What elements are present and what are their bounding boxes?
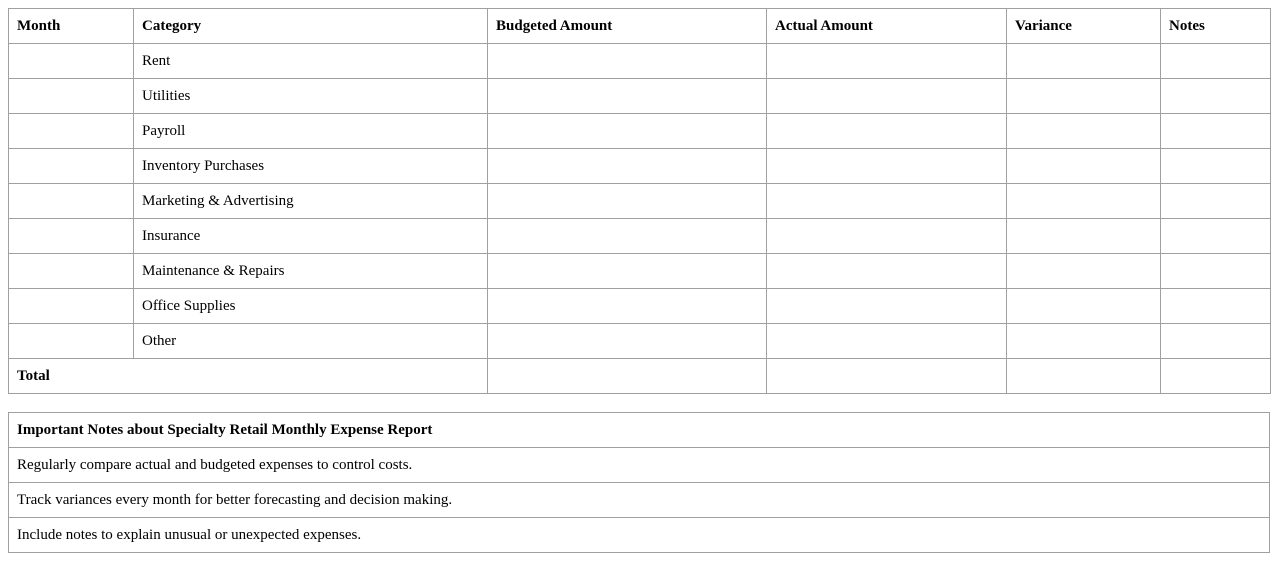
notes-cell xyxy=(1161,254,1271,289)
category-cell: Payroll xyxy=(134,114,488,149)
variance-cell xyxy=(1007,114,1161,149)
month-cell xyxy=(9,79,134,114)
category-cell: Insurance xyxy=(134,219,488,254)
notes-title: Important Notes about Specialty Retail Monthly Expense Report xyxy=(9,413,1270,448)
actual-cell xyxy=(767,254,1007,289)
table-row xyxy=(9,44,1271,79)
budgeted-cell xyxy=(488,114,767,149)
budgeted-cell xyxy=(488,44,767,79)
notes-cell xyxy=(1161,149,1271,184)
actual-cell xyxy=(767,219,1007,254)
table-row xyxy=(9,79,1271,114)
expense-table xyxy=(8,8,1271,394)
actual-cell xyxy=(767,114,1007,149)
variance-cell xyxy=(1007,219,1161,254)
notes-table xyxy=(8,412,1270,553)
actual-cell xyxy=(767,184,1007,219)
header-actual: Actual Amount xyxy=(767,9,1007,44)
notes-cell xyxy=(1161,184,1271,219)
variance-cell xyxy=(1007,289,1161,324)
notes-cell xyxy=(1161,114,1271,149)
budgeted-cell xyxy=(488,79,767,114)
total-actual xyxy=(767,359,1007,394)
actual-cell xyxy=(767,324,1007,359)
table-row xyxy=(9,184,1271,219)
month-cell xyxy=(9,114,134,149)
variance-cell xyxy=(1007,324,1161,359)
category-cell: Office Supplies xyxy=(134,289,488,324)
header-notes: Notes xyxy=(1161,9,1271,44)
month-cell xyxy=(9,149,134,184)
header-variance: Variance xyxy=(1007,9,1161,44)
month-cell xyxy=(9,289,134,324)
variance-cell xyxy=(1007,149,1161,184)
month-cell xyxy=(9,44,134,79)
notes-cell xyxy=(1161,219,1271,254)
table-row xyxy=(9,149,1271,184)
category-cell: Utilities xyxy=(134,79,488,114)
variance-cell xyxy=(1007,79,1161,114)
total-row xyxy=(9,359,1271,394)
category-cell: Rent xyxy=(134,44,488,79)
budgeted-cell xyxy=(488,219,767,254)
note-item: Include notes to explain unusual or unexpected expenses. xyxy=(9,518,1270,553)
note-item: Track variances every month for better forecasting and decision making. xyxy=(9,483,1270,518)
category-cell: Other xyxy=(134,324,488,359)
variance-cell xyxy=(1007,184,1161,219)
actual-cell xyxy=(767,79,1007,114)
header-row xyxy=(9,9,1271,44)
header-month: Month xyxy=(9,9,134,44)
table-row xyxy=(9,254,1271,289)
month-cell xyxy=(9,219,134,254)
header-budgeted: Budgeted Amount xyxy=(488,9,767,44)
notes-cell xyxy=(1161,324,1271,359)
budgeted-cell xyxy=(488,254,767,289)
budgeted-cell xyxy=(488,289,767,324)
notes-cell xyxy=(1161,79,1271,114)
table-row xyxy=(9,289,1271,324)
table-row xyxy=(9,114,1271,149)
month-cell xyxy=(9,254,134,289)
header-category: Category xyxy=(134,9,488,44)
note-item: Regularly compare actual and budgeted expenses to control costs. xyxy=(9,448,1270,483)
notes-cell xyxy=(1161,289,1271,324)
total-variance xyxy=(1007,359,1161,394)
actual-cell xyxy=(767,44,1007,79)
category-cell: Maintenance & Repairs xyxy=(134,254,488,289)
budgeted-cell xyxy=(488,184,767,219)
total-label: Total xyxy=(9,359,488,394)
table-row xyxy=(9,219,1271,254)
variance-cell xyxy=(1007,44,1161,79)
category-cell: Marketing & Advertising xyxy=(134,184,488,219)
month-cell xyxy=(9,324,134,359)
total-notes xyxy=(1161,359,1271,394)
category-cell: Inventory Purchases xyxy=(134,149,488,184)
budgeted-cell xyxy=(488,149,767,184)
actual-cell xyxy=(767,149,1007,184)
month-cell xyxy=(9,184,134,219)
notes-cell xyxy=(1161,44,1271,79)
variance-cell xyxy=(1007,254,1161,289)
total-budgeted xyxy=(488,359,767,394)
table-row xyxy=(9,324,1271,359)
actual-cell xyxy=(767,289,1007,324)
budgeted-cell xyxy=(488,324,767,359)
